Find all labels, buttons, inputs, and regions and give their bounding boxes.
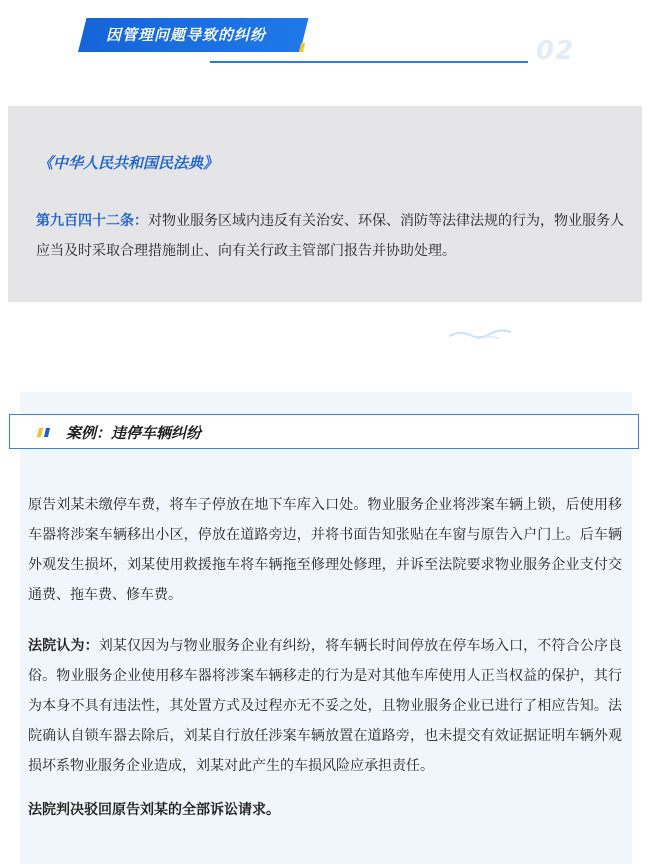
case-card bbox=[20, 392, 632, 864]
article-label: 第九百四十二条： bbox=[36, 213, 148, 229]
law-title: 《中华人民共和国民法典》 bbox=[38, 154, 219, 172]
section-header bbox=[78, 18, 575, 78]
case-heading: 案例：违停车辆纠纷 bbox=[66, 424, 202, 442]
section-title: 因管理问题导致的纠纷 bbox=[106, 26, 267, 44]
court-text: 刘某仅因为与物业服务企业有纠纷，将车辆长时间停放在停车场入口，不符合公序良俗。物业服务企业使用移车器将涉案车辆移走的行为是对其他车库使用人正当权益的保护，其行为本身不具有违法性，其处置方式及过程亦无不妥之处，且物业服务企业已进行了相应告知。法院确认自锁车器去除后，刘某自行放任涉案车辆放置在道路旁，也未提交有效证据证明车辆外观损坏系物业服务企业造成，刘某对此产生的车损风险应承担责任。 bbox=[28, 638, 623, 774]
case-facts: 原告刘某未缴停车费，将车子停放在地下车库入口处。物业服务企业将涉案车辆上锁，后使用移车器将涉案车辆移出小区，停放在道路旁边，并将书面告知张贴在车窗与原告入户门上。后车辆外观发生损坏，刘某使用救援拖车将车辆拖至修理处修理，并诉至法院要求物业服务企业支付交通费、拖车费、修车费。 bbox=[28, 497, 622, 603]
section-underline bbox=[210, 61, 528, 63]
slash-marks-icon bbox=[38, 428, 58, 437]
banner-accent-mark bbox=[299, 43, 305, 52]
wave-decoration-icon bbox=[448, 326, 518, 342]
article-text: 对物业服务区域内违反有关治安、环保、消防等法律法规的行为，物业服务人应当及时采取合理措施制止、向有关行政主管部门报告并协助处理。 bbox=[36, 213, 624, 259]
court-label: 法院认为： bbox=[28, 638, 99, 654]
law-quote-box bbox=[8, 106, 642, 302]
court-verdict: 法院判决驳回原告刘某的全部诉讼请求。 bbox=[28, 802, 280, 818]
section-number: 02 bbox=[536, 36, 575, 66]
law-article bbox=[36, 206, 626, 266]
case-heading-bar bbox=[9, 414, 639, 449]
court-opinion bbox=[28, 631, 622, 781]
